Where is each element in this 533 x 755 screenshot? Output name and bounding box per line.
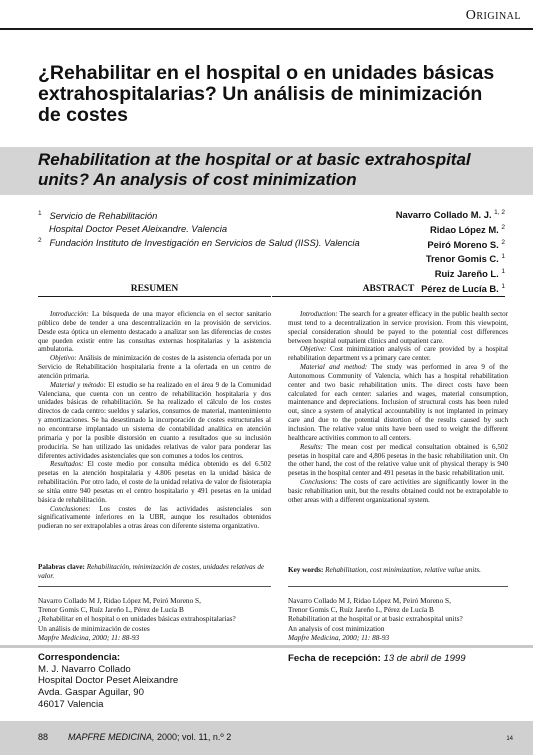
- affiliations: [38, 208, 398, 250]
- page-number: 88: [38, 732, 49, 742]
- affiliation-2: $^2$ Fundación Instituto de Investigación en Servicios de Salud (IISS). Valencia: [38, 237, 360, 249]
- correspondence-block: Correspondencia: M. J. Navarro Collado Hospital Doctor Peset Aleixandre Avda. Gaspar Aguilar, 90 46017 Valencia: [38, 652, 179, 710]
- abstract-paragraph: Conclusions: The costs of care activities are significantly lower in the basic rehabilitation unit, but the results obtained could not be extrapolable to other areas with a different organizational system.: [288, 478, 508, 504]
- author: Ridao López M. $^2$: [430, 223, 505, 235]
- resumen-divider: [38, 586, 271, 587]
- title-es-line: ¿Rehabilitar en el hospital o en unidades básicas: [38, 62, 495, 84]
- title-es-line: de costes: [38, 104, 128, 126]
- journal-issue: 2000; vol. 11, n.º 2: [157, 732, 232, 742]
- journal-name: MAPFRE MEDICINA,: [68, 732, 155, 742]
- resumen-heading: RESUMEN: [130, 284, 179, 294]
- author: Trenor Gomis C. $^1$: [425, 253, 505, 265]
- abstract-heading: ABSTRACT: [362, 284, 415, 294]
- author: Pérez de Lucía B. $^1$: [421, 283, 505, 295]
- abstract-divider: [288, 586, 508, 587]
- header-rule: [0, 28, 533, 30]
- footer-mark: 14: [506, 736, 513, 742]
- resumen-paragraph: Introducción: La búsqueda de una mayor eficiencia en el sector sanitario público debe de tender a una descentralización en la provisión de servicios. Desde esta óptica un elemento destacado a analizar son las diferencias de costes que pueden existir entre las consultas externas hospitalarias y la asistencia ambulatoria.: [38, 310, 271, 354]
- resumen-rule: [38, 296, 271, 297]
- title-spanish: [38, 63, 508, 126]
- affiliation-1-line-2: Hospital Doctor Peset Aleixandre. Valencia: [49, 222, 228, 234]
- resumen-paragraph: Material y método: El estudio se ha realizado en el área 9 de la Comunidad Valenciana, que cuenta con un centro de rehabilitación hospitalaria y dos unidades básicas de rehabilitación. Se ha realizado el cálculo de los costes directos de cada centro: sueldos y salarios, consumos de material, mantenimiento y amortizaciones. Se ha desestimado la incorporación de costes estructurales al no encontrarse implantado un sistema de contabilidad analítica en atención primaria y por la posible distorsión en cuanto a resultados que su inclusión produciría. Se han utilizado las unidades relativas de valor para ponderar las diferentes actividades asistenciales que son comunes a todos los centros.: [38, 380, 272, 460]
- resumen-paragraph: Objetivo: Análisis de minimización de costes de la asistencia ofertada por un Servicio de Rehabilitación hospitalaria frente a la ofertada en un centro de atención primaria.: [38, 354, 271, 380]
- abstract-rule: [272, 296, 505, 297]
- abstract-body: [288, 310, 508, 505]
- abstract-paragraph: Results: The mean cost per medical consultation obtained is 6,502 pesetas in hospital care and 4,806 pesetas in the basic rehabilitation unit. On the other hand, the cost of the relative value unit of physical therapy is 940 pesetas in the hospital center and 491 pesetas in the basic rehabilitation unit.: [288, 442, 508, 478]
- section-divider: [0, 645, 533, 648]
- title-en-line: units? An analysis of cost minimization: [38, 170, 357, 189]
- abstract-paragraph: Introduction: The search for a greater efficacy in the public health sector must tend to a decentralization in service provision. From this viewpoint, special consideration should be payed to the potential cost differences between hospital outpatient clinics and outpatient care.: [288, 310, 508, 345]
- abstract-paragraph: Objetive: Cost minimization analysis of care provided by a hospital rehabilitation department vs a primary care center.: [288, 345, 508, 363]
- abstract-citation: Navarro Collado M J, Ridao López M, Peiró Moreno S, Trenor Gomis C, Ruíz Jareño L, Pérez de Lucía B Rehabilitation at the hospital or at basic extrahospital units? An analysis of cost minimization Mapfre Medicina, 2000; 11: 88-93: [288, 596, 463, 642]
- abstract-paragraph: Material and method: The study was performed in area 9 of the Autonomous Community of Valencia, which has a hospital rehabilitation center and two basic rehabilitation units. The direct costs have been calculated for each center: salaries and wages, material consumption, maintenance and depreciations. Inclusion of structural costs has been ruled out, since a system of analytical accountability is not implanted in primary care and due to the potential distortion of the results caused by such inclusion. The relative value units have been used to weight the different healthcare activities common to all centers.: [288, 363, 508, 442]
- resumen-keywords: Palabras clave: Rehabilitación, minimización de costes, unidades relativas de valor.: [38, 563, 265, 580]
- affiliation-1: $^1$ Servicio de Rehabilitación: [38, 210, 158, 222]
- author: Ruiz Jareño L. $^1$: [434, 268, 505, 280]
- resumen-paragraph: Conclusiones: Los costes de las actividades asistenciales son significativamente inferiores en la UBR, aunque los resultados obtenidos pudieran no ser extrapolables a otras áreas con diferente sistema organizativo.: [38, 504, 271, 531]
- title-english: [38, 150, 508, 190]
- resumen-paragraph: Resultados: El coste medio por consulta médica obtenido es del 6.502 pesetas en la atención hospitalaria y 4.806 pesetas en la unidad básica de rehabilitación. Por otro lado, el coste de la unidad relativa de valor de fisioterapia se sitúa entre 940 pesetas en el centro hospitalario y 491 pesetas en la unidad básica de rehabilitación.: [38, 460, 271, 504]
- abstract-keywords: Key words: Rehabilitation, cost minimization, relative value units.: [288, 566, 481, 574]
- author: Navarro Collado M. J. $^{1, 2}$: [395, 209, 505, 221]
- title-en-line: Rehabilitation at the hospital or at basic extrahospital: [38, 150, 471, 169]
- resumen-citation: Navarro Collado M J, Ridao López M, Peiró Moreno S, Trenor Gomis C, Ruíz Jareño L, Pérez de Lucía B ¿Rehabilitar en el hospital o en unidades básicas extrahospitalarias? Un análisis de minimización de costes Mapfre Medicina, 2000; 11: 88-93: [38, 596, 236, 642]
- page-footer: [38, 732, 231, 742]
- correspondence-heading: Correspondencia:: [38, 652, 121, 663]
- author: Peiró Moreno S. $^2$: [427, 238, 505, 250]
- resumen-body: [38, 310, 271, 531]
- received-date: Fecha de recepción: 13 de abril de 1999: [288, 653, 466, 664]
- title-es-line: extrahospitalarias? Un análisis de minimización: [38, 83, 483, 105]
- author-list: [396, 207, 505, 296]
- section-label: Original: [465, 8, 521, 23]
